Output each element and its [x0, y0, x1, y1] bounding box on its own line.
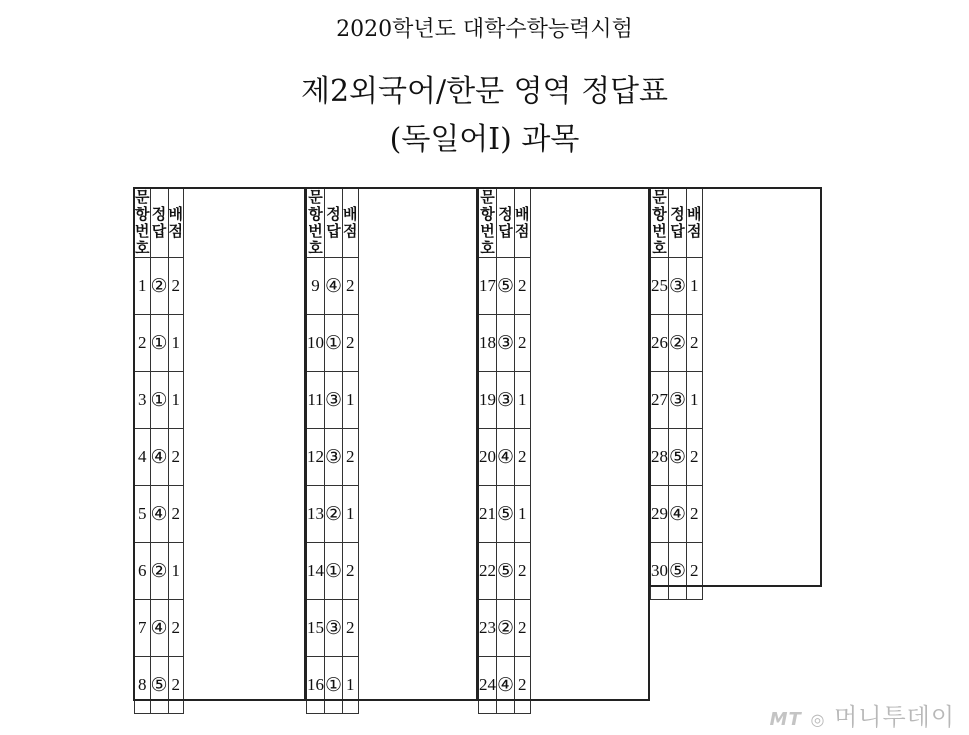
points	[343, 372, 359, 429]
points-text: 2	[346, 561, 355, 580]
question-number	[135, 486, 151, 543]
points	[168, 429, 184, 486]
table-row	[135, 429, 184, 486]
table-row	[135, 600, 184, 657]
answer-block-2	[306, 188, 359, 714]
answer-choice	[150, 429, 168, 486]
exam-title: 2020학년도 대학수학능력시험	[336, 17, 633, 42]
table-row	[135, 258, 184, 315]
points-text: 1	[171, 333, 181, 352]
header-question-number: 문항 번호	[135, 188, 150, 257]
header-points: 배 점	[515, 189, 531, 258]
question-number	[479, 657, 497, 714]
question-number-text: 26	[651, 333, 668, 352]
header-answer: 정 답	[150, 189, 168, 258]
answer-choice-text: ④	[150, 503, 168, 525]
question-number-text: 16	[307, 675, 324, 694]
answer-choice-text: ④	[497, 674, 515, 696]
points-text: 2	[690, 333, 699, 352]
answer-choice-text: ②	[497, 617, 515, 639]
answer-choice-text: ⑤	[669, 560, 687, 582]
answer-choice	[325, 315, 343, 372]
question-number	[307, 258, 325, 315]
points	[687, 372, 703, 429]
points-text: 1	[346, 390, 355, 409]
points	[343, 486, 359, 543]
question-number-text: 21	[479, 504, 496, 523]
answer-choice-text: ⑤	[150, 674, 168, 696]
answer-choice-text: ②	[150, 560, 168, 582]
table-row	[479, 372, 531, 429]
answer-choice	[497, 543, 515, 600]
question-number	[651, 372, 669, 429]
points-text: 1	[346, 675, 355, 694]
points	[168, 543, 184, 600]
points-text: 2	[171, 675, 181, 694]
answer-choice-text: ③	[325, 446, 343, 468]
answer-choice	[497, 315, 515, 372]
answer-choice	[150, 315, 168, 372]
points-text: 2	[518, 618, 527, 637]
answer-choice-text: ①	[325, 674, 343, 696]
answer-choice-text: ①	[325, 332, 343, 354]
header-points: 배 점	[687, 189, 703, 258]
answer-choice-text: ④	[325, 275, 343, 297]
points	[687, 486, 703, 543]
answer-choice-text: ①	[150, 332, 168, 354]
points	[168, 486, 184, 543]
answer-block-4	[650, 188, 703, 600]
table-row	[479, 486, 531, 543]
question-number	[135, 543, 151, 600]
answer-choice	[497, 600, 515, 657]
answer-choice	[150, 600, 168, 657]
table-row	[307, 543, 359, 600]
answer-choice	[497, 486, 515, 543]
question-number	[479, 258, 497, 315]
table-row	[135, 486, 184, 543]
answer-choice-text: ③	[325, 617, 343, 639]
table-row	[479, 600, 531, 657]
answer-choice	[150, 258, 168, 315]
answer-choice	[150, 372, 168, 429]
answer-block-1	[134, 188, 184, 714]
answer-block-table	[134, 188, 184, 714]
question-number	[135, 657, 151, 714]
question-number-text: 25	[651, 276, 668, 295]
question-number-text: 13	[307, 504, 324, 523]
question-number-text: 12	[307, 447, 324, 466]
answer-choice	[150, 657, 168, 714]
table-row	[135, 372, 184, 429]
question-number-text: 19	[479, 390, 496, 409]
points-text: 2	[171, 618, 181, 637]
question-number-text: 10	[307, 333, 324, 352]
table-row	[479, 657, 531, 714]
question-number	[651, 258, 669, 315]
answer-choice	[150, 486, 168, 543]
answer-choice-text: ②	[325, 503, 343, 525]
question-number-text: 14	[307, 561, 324, 580]
question-number-text: 24	[479, 675, 496, 694]
table-row	[307, 657, 359, 714]
points	[343, 657, 359, 714]
answer-choice	[497, 372, 515, 429]
question-number-text: 15	[307, 618, 324, 637]
question-number	[307, 486, 325, 543]
points-text: 2	[346, 618, 355, 637]
question-number-text: 7	[138, 618, 147, 637]
question-number	[135, 315, 151, 372]
answer-choice-text: ④	[150, 617, 168, 639]
answer-choice-text: ④	[150, 446, 168, 468]
question-number	[479, 429, 497, 486]
points-text: 1	[171, 561, 181, 580]
question-number-text: 9	[311, 276, 320, 295]
question-number-text: 4	[138, 447, 147, 466]
points	[687, 429, 703, 486]
header-question-number: 문항 번호	[652, 188, 667, 257]
points-text: 2	[518, 561, 527, 580]
answer-choice	[497, 258, 515, 315]
points-text: 2	[518, 333, 527, 352]
answer-choice	[325, 258, 343, 315]
points	[515, 543, 531, 600]
answer-key-title: 제2외국어/한문 영역 정답표	[300, 74, 669, 109]
points	[343, 600, 359, 657]
answer-choice	[325, 600, 343, 657]
points	[515, 315, 531, 372]
answer-choice-text: ③	[497, 332, 515, 354]
points	[168, 600, 184, 657]
answer-choice-text: ③	[669, 389, 687, 411]
points-text: 1	[690, 390, 699, 409]
question-number	[307, 429, 325, 486]
points-text: 2	[171, 447, 181, 466]
answer-choice	[669, 315, 687, 372]
points	[168, 258, 184, 315]
header-points: 배 점	[343, 189, 359, 258]
answer-choice-text: ③	[669, 275, 687, 297]
points	[515, 657, 531, 714]
header-question-number: 문항 번호	[480, 188, 495, 257]
points-text: 2	[346, 276, 355, 295]
question-number	[307, 657, 325, 714]
question-number-text: 6	[138, 561, 147, 580]
points	[343, 543, 359, 600]
points-text: 1	[171, 390, 181, 409]
points-text: 2	[690, 561, 699, 580]
points-text: 2	[690, 504, 699, 523]
question-number-text: 8	[138, 675, 147, 694]
answer-choice	[669, 429, 687, 486]
answer-block-table	[478, 188, 531, 714]
table-row	[651, 372, 703, 429]
answer-choice	[669, 258, 687, 315]
points	[168, 372, 184, 429]
answer-choice-text: ⑤	[497, 275, 515, 297]
points	[687, 543, 703, 600]
points	[168, 657, 184, 714]
brand-circle-icon: ◎	[810, 710, 826, 729]
answer-choice	[325, 372, 343, 429]
answer-choice-text: ⑤	[669, 446, 687, 468]
points-text: 2	[518, 447, 527, 466]
table-row	[651, 315, 703, 372]
question-number-text: 11	[307, 390, 324, 409]
question-number	[135, 600, 151, 657]
points-text: 2	[518, 276, 527, 295]
question-number-text: 5	[138, 504, 147, 523]
points-text: 1	[518, 504, 527, 523]
question-number-text: 22	[479, 561, 496, 580]
question-number-text: 29	[651, 504, 668, 523]
header-answer: 정 답	[669, 189, 687, 258]
points	[515, 429, 531, 486]
question-number-text: 27	[651, 390, 668, 409]
question-number	[307, 543, 325, 600]
answer-block-3	[478, 188, 531, 714]
answer-choice-text: ③	[497, 389, 515, 411]
answer-choice-text: ②	[150, 275, 168, 297]
answer-choice	[325, 486, 343, 543]
points-text: 1	[518, 390, 527, 409]
answer-choice-text: ④	[497, 446, 515, 468]
answer-block-table	[650, 188, 703, 600]
watermark-mark: MT	[769, 709, 802, 730]
points-text: 2	[518, 675, 527, 694]
table-row	[307, 315, 359, 372]
question-number	[307, 315, 325, 372]
question-number	[651, 543, 669, 600]
table-row	[135, 315, 184, 372]
question-number-text: 2	[138, 333, 147, 352]
question-number-text: 28	[651, 447, 668, 466]
table-row	[479, 429, 531, 486]
answer-choice	[669, 543, 687, 600]
table-row	[479, 315, 531, 372]
answer-choice	[325, 429, 343, 486]
answer-choice-text: ②	[669, 332, 687, 354]
answer-choice-text: ③	[325, 389, 343, 411]
answer-choice	[497, 657, 515, 714]
question-number	[479, 315, 497, 372]
question-number	[651, 315, 669, 372]
question-number	[135, 429, 151, 486]
points-text: 2	[171, 504, 181, 523]
points	[515, 486, 531, 543]
question-number	[479, 372, 497, 429]
question-number-text: 20	[479, 447, 496, 466]
points-text: 2	[346, 447, 355, 466]
points	[515, 372, 531, 429]
question-number	[135, 372, 151, 429]
header-answer: 정 답	[497, 189, 515, 258]
question-number-text: 3	[138, 390, 147, 409]
question-number-text: 1	[138, 276, 147, 295]
answer-choice	[325, 657, 343, 714]
table-row	[307, 600, 359, 657]
points-text: 2	[690, 447, 699, 466]
question-number-text: 30	[651, 561, 668, 580]
question-number-text: 23	[479, 618, 496, 637]
points-text: 2	[171, 276, 181, 295]
question-number	[479, 543, 497, 600]
table-row	[479, 258, 531, 315]
answer-choice-text: ⑤	[497, 503, 515, 525]
table-row	[307, 258, 359, 315]
points	[343, 429, 359, 486]
answer-choice	[669, 372, 687, 429]
table-row	[307, 429, 359, 486]
question-number-text: 17	[479, 276, 496, 295]
table-row	[651, 543, 703, 600]
question-number	[479, 486, 497, 543]
table-row	[651, 258, 703, 315]
points	[343, 258, 359, 315]
question-number	[307, 372, 325, 429]
header-points: 배 점	[168, 189, 184, 258]
header-answer: 정 답	[325, 189, 343, 258]
question-number-text: 18	[479, 333, 496, 352]
question-number	[307, 600, 325, 657]
answer-choice-text: ⑤	[497, 560, 515, 582]
answer-choice-text: ①	[150, 389, 168, 411]
points	[515, 258, 531, 315]
table-row	[651, 429, 703, 486]
points	[168, 315, 184, 372]
answer-block-table	[306, 188, 359, 714]
table-row	[135, 543, 184, 600]
points-text: 2	[346, 333, 355, 352]
answer-choice	[150, 543, 168, 600]
answer-choice	[497, 429, 515, 486]
question-number	[651, 486, 669, 543]
table-row	[307, 486, 359, 543]
header-question-number: 문항 번호	[308, 188, 323, 257]
points-text: 1	[690, 276, 699, 295]
points-text: 1	[346, 504, 355, 523]
answer-choice	[325, 543, 343, 600]
watermark-text: 머니투데이	[834, 703, 955, 731]
points	[687, 315, 703, 372]
table-row	[135, 657, 184, 714]
table-row	[307, 372, 359, 429]
table-row	[479, 543, 531, 600]
question-number	[651, 429, 669, 486]
subject-title: (독일어Ⅰ) 과목	[389, 122, 580, 157]
answer-choice-text: ①	[325, 560, 343, 582]
answer-choice-text: ④	[669, 503, 687, 525]
watermark-logo	[770, 697, 955, 732]
answer-choice	[669, 486, 687, 543]
points	[687, 258, 703, 315]
question-number	[479, 600, 497, 657]
points	[343, 315, 359, 372]
points	[515, 600, 531, 657]
question-number	[135, 258, 151, 315]
table-row	[651, 486, 703, 543]
